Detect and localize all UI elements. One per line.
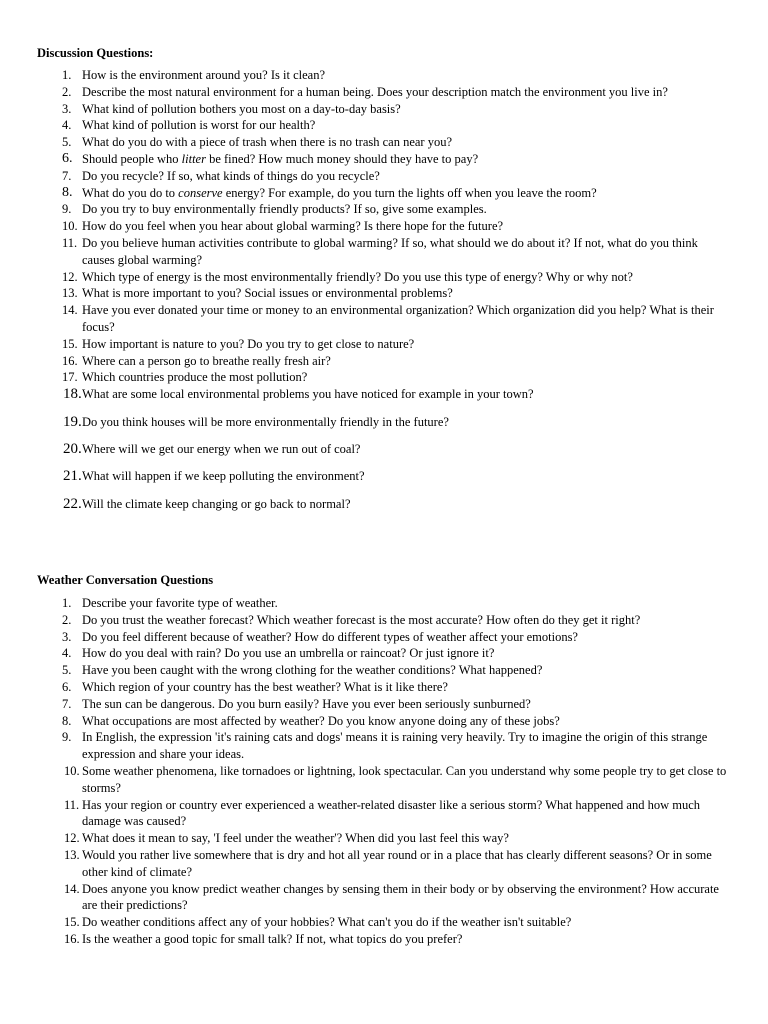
discussion-question-list	[0, 67, 768, 513]
item-text: Has your region or country ever experienced a weather-related disaster like a serious storm? What happened and how much damage was caused?	[82, 797, 701, 829]
list-item	[0, 302, 768, 336]
item-number: 15.	[62, 336, 78, 351]
item-text: Does anyone you know predict weather changes by sensing them in their body or by observing the environment? How accurate are their predictions?	[82, 881, 719, 913]
item-text: Do you try to buy environmentally friendly products? If so, give some examples.	[82, 202, 487, 217]
item-number: 5.	[62, 663, 72, 678]
list-item	[0, 101, 768, 118]
list-item	[0, 269, 768, 286]
item-text: In English, the expression 'it's raining cats and dogs' means it is raining very heavily. Try to imagine the origin of this strange expression and share your ideas.	[82, 730, 708, 762]
list-item	[0, 496, 768, 513]
list-item	[0, 797, 768, 831]
list-item	[0, 847, 768, 881]
list-item	[0, 201, 768, 218]
list-item	[0, 336, 768, 353]
list-item	[0, 84, 768, 101]
list-item	[0, 931, 768, 948]
item-number: 3.	[62, 629, 72, 644]
list-item	[0, 386, 768, 403]
item-number: 17.	[62, 370, 78, 385]
item-number: 13.	[62, 286, 78, 301]
item-text: Have you ever donated your time or money to an environmental organization? Which organization did you help? What is their focus?	[82, 303, 714, 334]
list-item	[0, 369, 768, 386]
item-text: What kind of pollution bothers you most on a day-to-day basis?	[82, 101, 401, 116]
item-number: 5.	[62, 135, 72, 150]
discussion-title: Discussion Questions:	[37, 46, 154, 60]
item-number: 6.	[62, 679, 72, 694]
item-text: How is the environment around you? Is it clean?	[82, 68, 325, 82]
item-text: What is more important to you? Social issues or environmental problems?	[82, 286, 453, 301]
item-number: 14.	[64, 881, 80, 896]
item-number: 11.	[62, 235, 78, 250]
item-number: 18.	[63, 386, 82, 403]
item-number: 7.	[62, 696, 72, 711]
item-text: Which type of energy is the most environmentally friendly? Do you use this type of energy? Why or why not?	[82, 269, 633, 284]
list-item	[0, 612, 768, 629]
list-item	[0, 353, 768, 370]
item-number: 9.	[62, 730, 72, 745]
list-item	[0, 117, 768, 134]
item-number: 12.	[62, 269, 78, 284]
item-text: Is the weather a good topic for small talk? If not, what topics do you prefer?	[82, 931, 463, 946]
list-item	[0, 914, 768, 931]
item-text: Where will we get our energy when we run out of coal?	[82, 441, 361, 456]
item-text: Should people who litter be fined? How much money should they have to pay?	[82, 151, 479, 166]
list-item	[0, 441, 768, 458]
item-text: Do you trust the weather forecast? Which weather forecast is the most accurate? How often do they get it right?	[82, 612, 641, 627]
emphasis-word: conserve	[178, 185, 223, 200]
item-text: What do you do with a piece of trash when there is no trash can near you?	[82, 135, 453, 150]
item-text: What do you do to conserve energy? For example, do you turn the lights off when you leave the room?	[82, 185, 597, 200]
item-text: Where can a person go to breathe really fresh air?	[82, 353, 331, 368]
item-text: The sun can be dangerous. Do you burn easily? Have you ever been seriously sunburned?	[82, 696, 531, 711]
item-number: 13.	[64, 847, 80, 862]
item-text: Would you rather live somewhere that is dry and hot all year round or in a place that has clearly different seasons? Or in some other kind of climate?	[82, 847, 712, 879]
list-item	[0, 830, 768, 847]
item-number: 8.	[62, 713, 72, 728]
list-item	[0, 645, 768, 662]
item-number: 22.	[63, 495, 82, 512]
list-item	[0, 629, 768, 646]
list-item	[0, 185, 768, 202]
item-text: Do you recycle? If so, what kinds of things do you recycle?	[82, 168, 380, 183]
item-number: 16.	[64, 931, 80, 946]
item-number: 10.	[64, 763, 80, 778]
list-item	[0, 218, 768, 235]
list-item	[0, 696, 768, 713]
item-number: 6.	[62, 150, 73, 166]
list-item	[0, 729, 768, 763]
list-item	[0, 595, 768, 612]
list-item	[0, 881, 768, 915]
item-number: 20.	[63, 440, 82, 457]
item-text: What will happen if we keep polluting the environment?	[82, 469, 365, 484]
item-text: Describe the most natural environment for a human being. Does your description match the environment you live in?	[82, 84, 668, 99]
item-text: How important is nature to you? Do you try to get close to nature?	[82, 336, 415, 351]
item-text: What kind of pollution is worst for our health?	[82, 118, 316, 133]
item-number: 15.	[64, 915, 80, 930]
list-item	[0, 134, 768, 151]
item-text: What does it mean to say, 'I feel under the weather'? When did you last feel this way?	[82, 831, 509, 846]
list-item	[0, 679, 768, 696]
item-number: 1.	[62, 68, 72, 82]
list-item	[0, 235, 768, 269]
item-number: 4.	[62, 646, 72, 661]
item-number: 14.	[62, 303, 78, 318]
item-text: Have you been caught with the wrong clothing for the weather conditions? What happened?	[82, 663, 543, 678]
list-item	[0, 468, 768, 485]
item-text: Describe your favorite type of weather.	[82, 596, 278, 610]
item-number: 2.	[62, 84, 72, 99]
list-item	[0, 414, 768, 431]
emphasis-word: litter	[181, 151, 206, 166]
list-item	[0, 713, 768, 730]
item-number: 2.	[62, 612, 72, 627]
item-text: Do you believe human activities contribute to global warming? If so, what should we do about it? If not, what do you think causes global warming?	[82, 235, 698, 267]
item-text: How do you deal with rain? Do you use an umbrella or raincoat? Or just ignore it?	[82, 646, 495, 661]
item-text: How do you feel when you hear about global warming? Is there hope for the future?	[82, 219, 504, 234]
item-text: Do you feel different because of weather? How do different types of weather affect your emotions?	[82, 629, 578, 644]
item-text: Which countries produce the most pollution?	[82, 370, 308, 385]
item-number: 4.	[62, 118, 72, 133]
item-number: 3.	[62, 101, 72, 116]
item-text: Do you think houses will be more environmentally friendly in the future?	[82, 414, 449, 429]
item-number: 9.	[62, 202, 72, 217]
list-item	[0, 168, 768, 185]
item-text: Do weather conditions affect any of your hobbies? What can't you do if the weather isn't suitable?	[82, 915, 572, 930]
item-number: 1.	[62, 596, 72, 610]
item-text: Will the climate keep changing or go back to normal?	[82, 496, 351, 511]
list-item	[0, 285, 768, 302]
item-number: 19.	[63, 413, 82, 430]
item-number: 10.	[62, 219, 78, 234]
item-number: 12.	[64, 831, 80, 846]
weather-question-list	[0, 595, 768, 948]
item-text: Which region of your country has the best weather? What is it like there?	[82, 679, 448, 694]
item-text: Some weather phenomena, like tornadoes or lightning, look spectacular. Can you understand why some people try to get close to storms?	[82, 763, 727, 795]
list-item	[0, 662, 768, 679]
item-text: What occupations are most affected by weather? Do you know anyone doing any of these jobs?	[82, 713, 560, 728]
item-number: 21.	[63, 468, 82, 485]
item-number: 16.	[62, 353, 78, 368]
item-number: 11.	[64, 797, 80, 812]
item-text: What are some local environmental problems you have noticed for example in your town?	[82, 387, 534, 402]
item-number: 8.	[62, 184, 73, 200]
list-item	[0, 151, 768, 168]
list-item	[0, 763, 768, 797]
list-item	[0, 67, 768, 84]
item-number: 7.	[62, 168, 72, 183]
weather-title: Weather Conversation Questions	[37, 573, 214, 587]
